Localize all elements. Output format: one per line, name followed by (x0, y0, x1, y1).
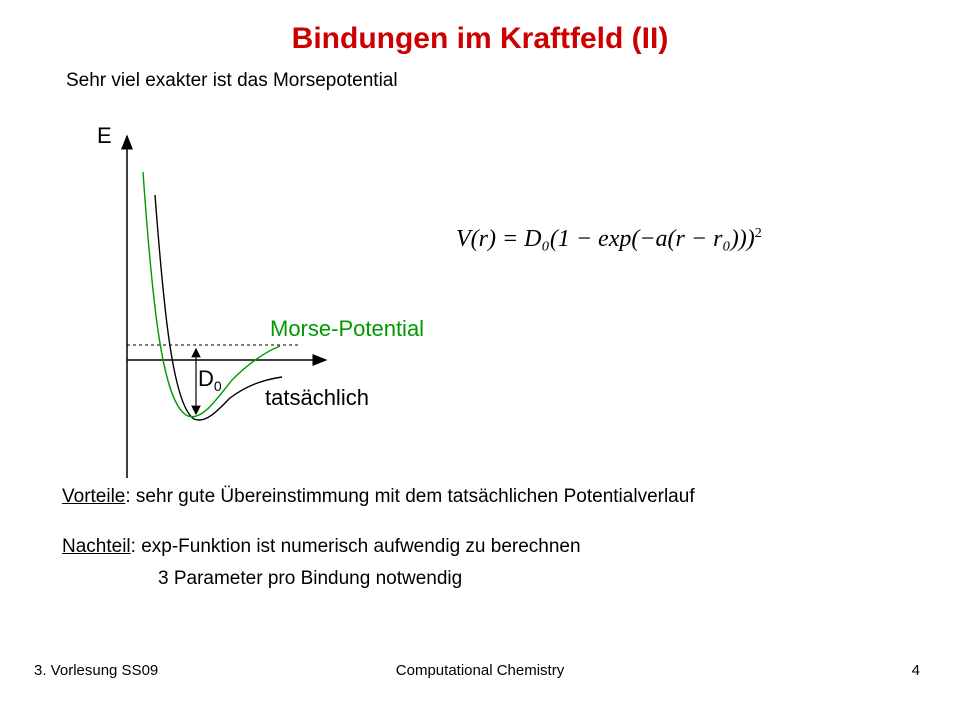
formula-body: V(r) = D₀(1 − exp(−a(r − r₀))) (456, 226, 755, 252)
nachteil-text: : exp-Funktion ist numerisch aufwendig zu berechnen (130, 536, 581, 557)
footer-course: 3. Vorlesung SS09 (34, 662, 159, 679)
depth-label (198, 366, 222, 394)
depth-label-main: D (198, 366, 214, 391)
footer-title: Computational Chemistry (395, 662, 565, 679)
page-number: 4 (911, 662, 920, 679)
morse-formula (456, 226, 762, 253)
nachteil-label: Nachteil (62, 536, 131, 557)
depth-label-sub: 0 (213, 378, 222, 394)
morse-label: Morse-Potential (270, 316, 425, 341)
nachteil-line (62, 536, 581, 558)
actual-label: tatsächlich (265, 385, 369, 410)
slide-subtitle: Sehr viel exakter ist das Morsepotential (66, 70, 398, 91)
slide-title: Bindungen im Kraftfeld (II) (291, 22, 669, 55)
nachteil-line-2: 3 Parameter pro Bindung notwendig (158, 568, 463, 589)
vorteile-line (62, 486, 695, 508)
y-axis-label: E (97, 123, 112, 148)
vorteile-text: : sehr gute Übereinstimmung mit dem tatsächlichen Potentialverlauf (125, 486, 695, 507)
vorteile-label: Vorteile (62, 486, 126, 507)
formula-exponent: 2 (754, 226, 762, 241)
